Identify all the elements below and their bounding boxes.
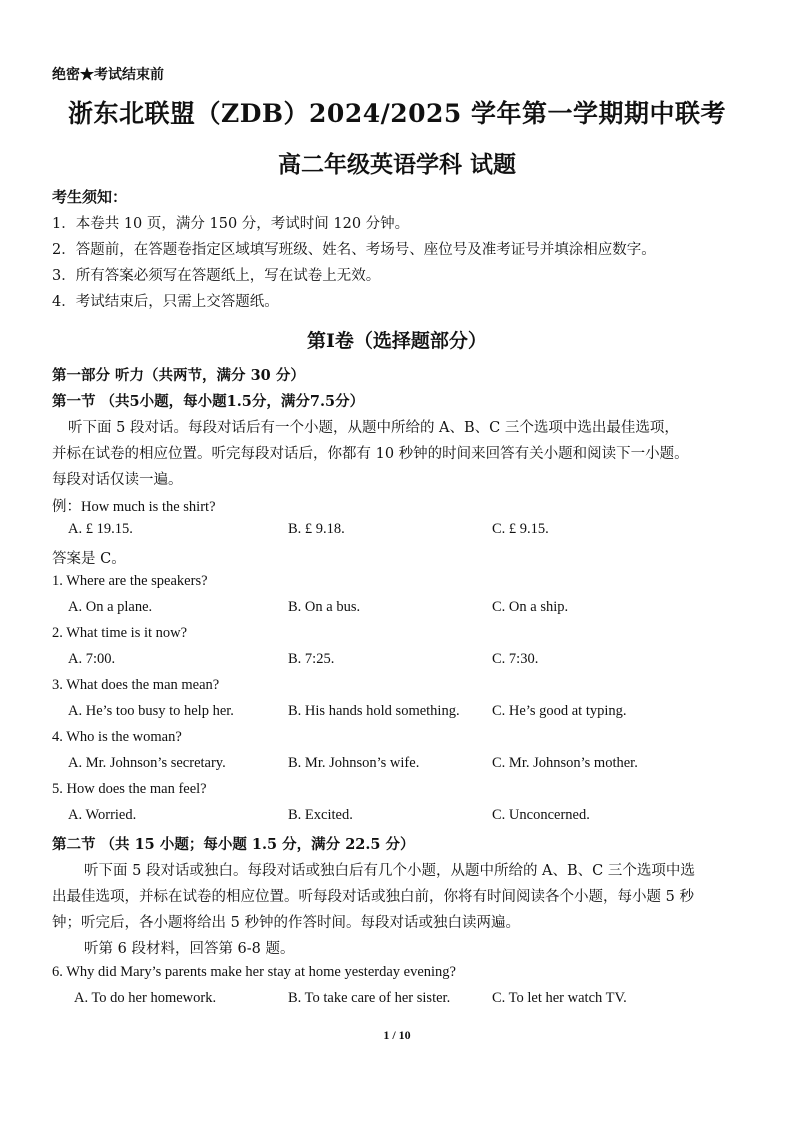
q4-option-c: C. Mr. Johnson’s mother. xyxy=(492,755,638,771)
q2-option-b: B. 7:25. xyxy=(288,651,335,667)
section2-instructions-line: 听下面 5 段对话或独白。每段对话或独白后有几个小题，从题中所给的 A、B、C 三个选项中选 xyxy=(84,863,695,879)
question-3: 3. What does the man mean? xyxy=(52,677,220,693)
question-5: 5. How does the man feel? xyxy=(52,781,207,797)
question-1: 1. Where are the speakers? xyxy=(52,573,208,589)
section1-heading: 第一节 （共5小题，每小题1.5分，满分7.5分） xyxy=(52,393,365,410)
volume-title: 第Ⅰ卷（选择题部分） xyxy=(307,330,487,352)
notice-item: 1．本卷共 10 页，满分 150 分，考试时间 120 分钟。 xyxy=(52,216,410,232)
section1-instructions-line: 并标在试卷的相应位置。听完每段对话后，你都有 10 秒钟的时间来回答有关小题和阅读下一小题。 xyxy=(52,446,689,462)
example-option-b: B. £ 9.18. xyxy=(288,521,345,537)
section2-heading: 第二节 （共 15 小题；每小题 1.5 分，满分 22.5 分） xyxy=(52,836,415,853)
example-option-a: A. £ 19.15. xyxy=(68,521,133,537)
q4-option-a: A. Mr. Johnson’s secretary. xyxy=(68,755,226,771)
q5-option-b: B. Excited. xyxy=(288,807,353,823)
q4-option-b: B. Mr. Johnson’s wife. xyxy=(288,755,420,771)
q5-option-a: A. Worried. xyxy=(68,807,137,823)
material-note: 听第 6 段材料，回答第 6-8 题。 xyxy=(84,941,295,957)
q6-option-a: A. To do her homework. xyxy=(74,990,217,1006)
notice-item: 2．答题前，在答题卷指定区域填写班级、姓名、考场号、座位号及准考证号并填涂相应数字。 xyxy=(52,242,656,258)
q2-option-a: A. 7:00. xyxy=(68,651,116,667)
page-number: 1 / 10 xyxy=(383,1028,411,1042)
part1-heading: 第一部分 听力（共两节，满分 30 分） xyxy=(52,367,305,384)
notice-item: 4．考试结束后，只需上交答题纸。 xyxy=(52,294,279,310)
section2-instructions-line: 钟；听完后，各小题将给出 5 秒钟的作答时间。每段对话或独白读两遍。 xyxy=(52,915,520,931)
notice-heading: 考生须知： xyxy=(52,188,128,206)
q6-option-c: C. To let her watch TV. xyxy=(492,990,627,1006)
q2-option-c: C. 7:30. xyxy=(492,651,539,667)
exam-subtitle: 高二年级英语学科 试题 xyxy=(277,151,516,178)
section1-instructions-line: 每段对话仅读一遍。 xyxy=(52,472,183,488)
q1-option-c: C. On a ship. xyxy=(492,599,569,615)
exam-title: 浙东北联盟（ZDB）2024/2025 学年第一学期期中联考 xyxy=(67,99,727,128)
q3-option-c: C. He’s good at typing. xyxy=(492,703,627,719)
confidential-mark: 绝密★考试结束前 xyxy=(52,67,164,83)
q1-option-a: A. On a plane. xyxy=(68,599,153,615)
question-2: 2. What time is it now? xyxy=(52,625,188,641)
q5-option-c: C. Unconcerned. xyxy=(492,807,590,823)
section1-instructions-line: 听下面 5 段对话。每段对话后有一个小题，从题中所给的 A、B、C 三个选项中选出最佳选项， xyxy=(68,420,679,436)
q3-option-a: A. He’s too busy to help her. xyxy=(68,703,234,719)
question-4: 4. Who is the woman? xyxy=(52,729,182,745)
example-option-c: C. £ 9.15. xyxy=(492,521,549,537)
q1-option-b: B. On a bus. xyxy=(288,599,361,615)
q6-option-b: B. To take care of her sister. xyxy=(288,990,451,1006)
example-answer: 答案是 C。 xyxy=(52,551,126,567)
section2-instructions-line: 出最佳选项，并标在试卷的相应位置。听每段对话或独白前，你将有时间阅读各个小题，每小题 5 秒 xyxy=(52,889,694,905)
notice-item: 3．所有答案必须写在答题纸上，写在试卷上无效。 xyxy=(52,268,381,284)
example-question: 例：How much is the shirt? xyxy=(52,499,216,515)
q3-option-b: B. His hands hold something. xyxy=(288,703,460,719)
question-6: 6. Why did Mary’s parents make her stay at home yesterday evening? xyxy=(52,964,456,980)
